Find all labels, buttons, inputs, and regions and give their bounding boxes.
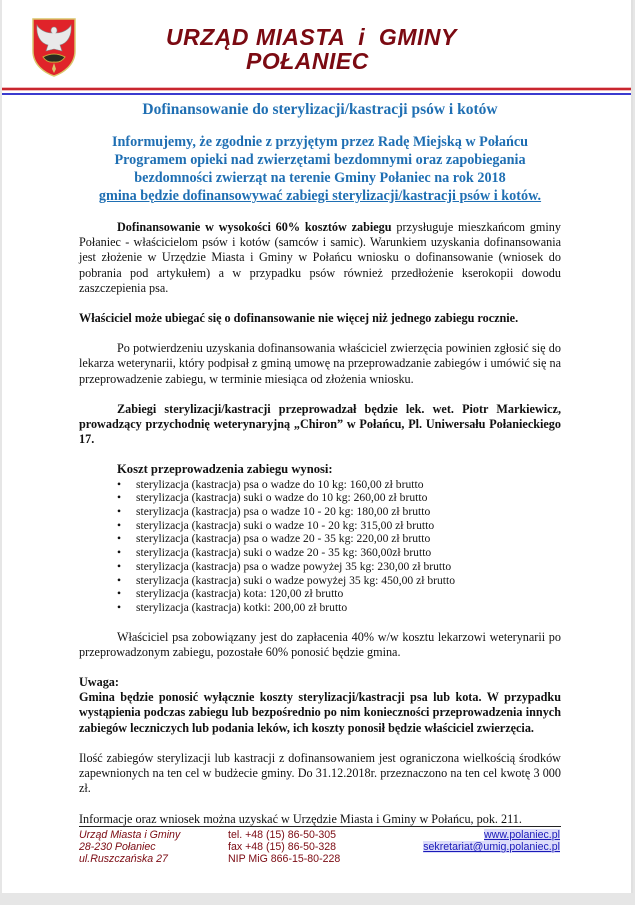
phone-number: tel. +48 (15) 86-50-305 <box>228 829 337 841</box>
paragraph-veterinarian: Zabiegi sterylizacji/kastracji przeprowadzał będzie lek. wet. Piotr Markiewicz, prowadzący przychodnię weterynaryjną „Chiron” w Połańcu, Pl. Uniwersału Połanieckiego 17. <box>79 401 561 447</box>
note-text: Gmina będzie ponosić wyłącznie koszty sterylizacji/kastracji psa lub kota. W przypadku wystąpienia podczas zabiegu lub bezpośrednio po nim konieczności przeprowadzenia innych zabiegów leczniczych lub podania leków, ich koszty ponosił będzie właściciel zwierzęcia. <box>79 690 561 735</box>
fax-number: fax +48 (15) 86-50-328 <box>228 841 337 853</box>
footer-contact <box>228 829 340 865</box>
document-body <box>79 98 561 827</box>
header-stripe-blue <box>2 93 631 95</box>
list-item: • sterylizacja (kastracja) psa o wadze 10 - 20 kg: 180,00 zł brutto <box>117 505 561 519</box>
tax-id: NIP MiG 866-15-80-228 <box>228 853 341 865</box>
list-item: • sterylizacja (kastracja) psa o wadze 20 - 35 kg: 220,00 zł brutto <box>117 532 561 546</box>
list-item: • sterylizacja (kastracja) kota: 120,00 zł brutto <box>117 587 561 601</box>
website-link[interactable]: www.polaniec.pl <box>484 829 560 841</box>
list-item: • sterylizacja (kastracja) suki o wadze powyżej 35 kg: 450,00 zł brutto <box>117 574 561 588</box>
paragraph-procedure: Po potwierdzeniu uzyskania dofinansowania właściciel zwierzęcia powinien zgłosić się do lekarza weterynarii, który podpisał z gminą umowę na przeprowadzanie zabiegów i umówić się na przeprowadzenie zabiegu, w terminie miesiąca od złożenia wniosku. <box>79 341 561 386</box>
footer-address: Urząd Miasta i Gminy 28-230 Połaniec ul.Ruszczańska 27 <box>79 829 181 865</box>
footer-divider <box>79 826 561 827</box>
list-item: • sterylizacja (kastracja) suki o wadze 20 - 35 kg: 360,00zł brutto <box>117 546 561 560</box>
list-item: • sterylizacja (kastracja) psa o wadze powyżej 35 kg: 230,00 zł brutto <box>117 560 561 574</box>
intro-heading <box>79 133 561 205</box>
office-name-line2: POŁANIEC <box>246 48 369 74</box>
cost-list <box>117 478 561 615</box>
coat-of-arms-icon <box>31 17 77 77</box>
paragraph-funding <box>79 220 561 296</box>
funding-highlight: Dofinansowanie w wysokości 60% kosztów zabiegu <box>117 220 392 234</box>
header-stripe-red <box>2 88 631 90</box>
list-item: • sterylizacja (kastracja) suki o wadze do 10 kg: 260,00 zł brutto <box>117 491 561 505</box>
paragraph-budget: Ilość zabiegów sterylizacji lub kastracji z dofinansowaniem jest ograniczona wielkością środków zapewnionych na ten cel w budżecie gminy. Do 31.12.2018r. przeznaczono na ten cel kwotę 3 000 zł. <box>79 750 561 796</box>
paragraph-payment: Właściciel psa zobowiązany jest do zapłacenia 40% w/w kosztu lekarzowi weterynarii po przeprowadzonym zabiegu, pozostałe 60% ponosić będzie gmina. <box>79 629 561 659</box>
footer-links <box>402 829 560 853</box>
list-item: • sterylizacja (kastracja) suki o wadze 10 - 20 kg: 315,00 zł brutto <box>117 519 561 533</box>
funding-text: przysługuje mieszkańcom gminy Połaniec - właścicielom psów i kotów (samców i samic). Warunkiem uzyskania dofinansowania jest złożenie w Urzędzie Miasta i Gminy w Połańcu wniosku o dofinansowanie (wniosek do pobrania pod artykułem) a w przypadku psów również przedłożenie kserokopii dowodu zaszczepienia psa. <box>79 220 561 295</box>
list-item: • sterylizacja (kastracja) psa o wadze do 10 kg: 160,00 zł brutto <box>117 478 561 492</box>
cost-heading: Koszt przeprowadzenia zabiegu wynosi: <box>117 462 333 477</box>
intro-underlined-text: gmina będzie dofinansowywać zabiegi sterylizacji/kastracji psów i kotów. <box>98 188 542 204</box>
list-item: • sterylizacja (kastracja) kotki: 200,00 zł brutto <box>117 601 561 615</box>
email-link[interactable]: sekretariat@umig.polaniec.pl <box>423 841 560 853</box>
document-page <box>2 0 633 893</box>
paragraph-info: Informacje oraz wniosek można uzyskać w Urzędzie Miasta i Gminy w Połańcu, pok. 211. <box>79 811 522 826</box>
office-name-line1: URZĄD MIASTA i GMINY <box>166 24 457 50</box>
note-label: Uwaga: <box>79 675 119 690</box>
intro-text: Informujemy, że zgodnie z przyjętym przez Radę Miejską w Połańcu Programem opieki nad zwierzętami bezdomnymi oraz zapobiegania bezdomności zwierząt na terenie Gminy Połaniec na rok 2018 <box>111 134 529 186</box>
paragraph-limit: Właściciel może ubiegać się o dofinansowanie nie więcej niż jednego zabiegu rocznie. <box>79 311 519 326</box>
document-title: Dofinansowanie do sterylizacji/kastracji psów i kotów <box>142 101 498 118</box>
